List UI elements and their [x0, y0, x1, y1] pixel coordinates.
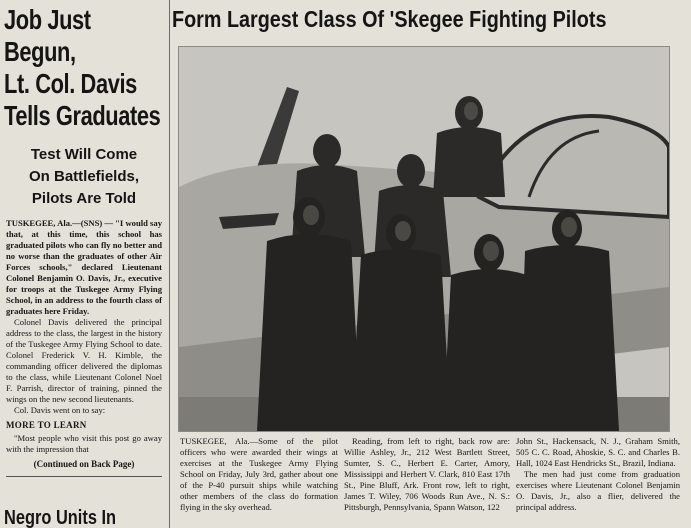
- left-column-story: [0, 0, 168, 528]
- headline-line: Job Just Begun,: [4, 4, 91, 67]
- story-subhead: MORE TO LEARN: [6, 420, 87, 430]
- photo-story: [172, 0, 691, 528]
- photo-caption: [180, 436, 680, 526]
- story-deck: [0, 144, 168, 210]
- story-divider: [6, 476, 162, 477]
- story-body: [6, 218, 162, 477]
- continued-notice: (Continued on Back Page): [33, 459, 135, 469]
- deck-line: On Battlefields,: [28, 168, 140, 185]
- story-paragraph: Col. Davis went on to say:: [14, 405, 106, 415]
- deck-line: Test Will Come: [30, 146, 138, 163]
- story-headline: [4, 4, 164, 132]
- caption-column: [344, 436, 510, 526]
- pilots-photo-illustration: [179, 47, 669, 431]
- caption-paragraph: Reading, from left to right, back row are: Willie Ashley, Jr., 212 West Bartlett Street, Sumter, S. C., Herbert E. Carter, Amory, Mississippi and Herbert V. Clark, 810 East 17th St., Pine Bluff, Ark. Front row, left to right, James T. Wiley, 706 Woods Run Ave., N. S.: Pittsburgh, Pennsylvania, Spann Watson, 122: [344, 436, 510, 512]
- story-paragraph: "Most people who visit this post go away with the impression that: [6, 433, 162, 454]
- caption-column: [516, 436, 680, 526]
- deck-line: Pilots Are Told: [31, 190, 137, 207]
- photo-banner-headline: Form Largest Class Of 'Skegee Fighting Pilots: [172, 6, 607, 32]
- caption-paragraph: John St., Hackensack, N. J., Graham Smith, 505 C. C. Road, Ahoskie, S. C. and Charles B. Hall, 1024 East Hendricks St., Brazil, Indiana.: [516, 436, 680, 468]
- headline-line: Lt. Col. Davis: [4, 68, 137, 99]
- caption-paragraph: The men had just come from graduation exercises where Lieutenant Colonel Benjamin O. Davis, Jr., also a flier, delivered the principal address.: [516, 469, 680, 512]
- headline-line: Tells Graduates: [4, 100, 161, 131]
- next-story-headline: Negro Units In: [4, 507, 117, 528]
- story-lead-paragraph: TUSKEGEE, Ala.—(SNS) — "I would say that, at this time, this school has graduated pilots who can fly no better and no worse than the graduates of other Air Forces schools," declared Lieutenant Colonel Benjamin O. Davis, Jr., executive for troops at the Tuskegee Army Flying School, in an address to the fourth class of graduates here Friday.: [6, 218, 162, 316]
- caption-paragraph: TUSKEGEE, Ala.—Some of the pilot officers who were awarded their wings at exercises at the Tuskegee Army Flying School on Friday, July 3rd, gather about one of the P-40 pursuit ships while watching other members of the class do formation flying in the sky overhead.: [180, 436, 338, 512]
- story-paragraph: Colonel Davis delivered the principal address to the class, the largest in the history of the Tuskegee Army Flying School to date. Colonel Frederick V. H. Kimble, the commanding officer delivered the diplomas to the class, while Lieutenant Colonel Noel F. Parrish, director of training, pinned the wings on the new second lieutenants.: [6, 317, 162, 404]
- caption-column: [180, 436, 338, 526]
- column-rule: [169, 0, 170, 528]
- news-photograph: [178, 46, 670, 432]
